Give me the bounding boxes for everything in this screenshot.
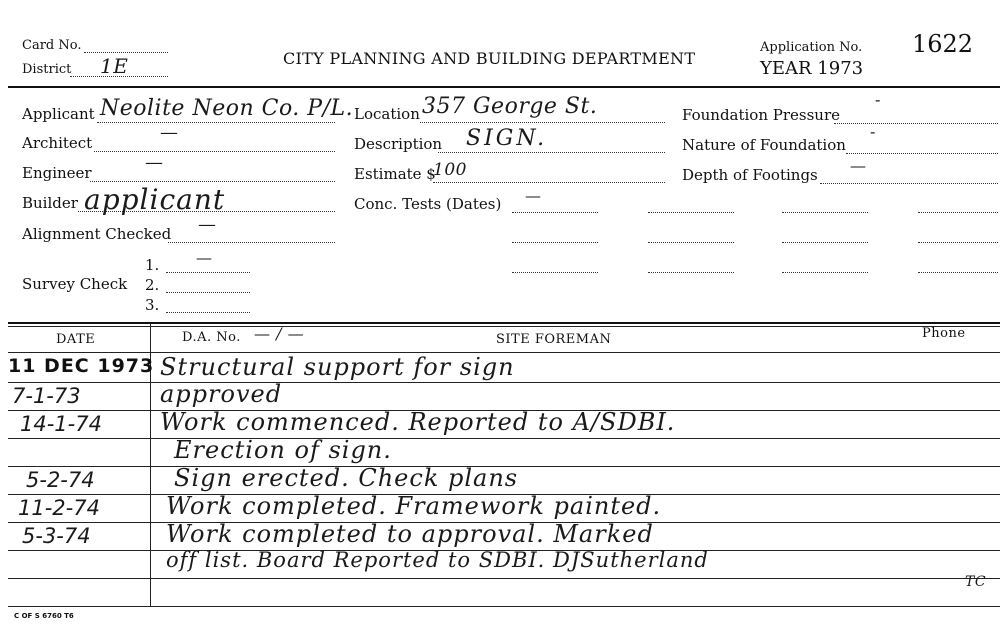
log-top-border	[8, 322, 1000, 324]
nature-of-foundation-line	[846, 153, 998, 154]
conc-line-b1	[648, 212, 734, 213]
foundation-pressure-line	[834, 123, 998, 124]
conc-line-c3	[782, 272, 868, 273]
applicant-value: Neolite Neon Co. P/L.	[100, 96, 354, 121]
header-divider	[8, 86, 1000, 88]
survey-item-3: 3.	[145, 296, 160, 314]
log-row-2-entry: approved	[160, 380, 283, 408]
description-line	[438, 152, 665, 153]
depth-of-footings-label: Depth of Footings	[682, 166, 818, 184]
foundation-pressure-label: Foundation Pressure	[682, 106, 841, 124]
log-row-line-3	[8, 438, 1000, 439]
applicant-line	[97, 122, 335, 123]
engineer-line	[90, 181, 335, 182]
log-row-line-9	[8, 606, 1000, 607]
conc-line-a3	[512, 272, 598, 273]
survey-1-value: —	[196, 248, 213, 267]
alignment-label: Alignment Checked	[22, 225, 172, 243]
da-no-label: D.A. No.	[182, 330, 241, 345]
architect-label: Architect	[22, 134, 93, 152]
log-row-1-entry: Structural support for sign	[160, 353, 515, 381]
phone-header: Phone	[922, 326, 966, 341]
survey-line-2	[166, 292, 250, 293]
log-row-6-entry: Work completed. Framework painted.	[166, 492, 662, 520]
nature-of-foundation-label: Nature of Foundation	[682, 136, 846, 154]
log-row-7-entry: Work completed to approval. Marked	[166, 520, 654, 548]
architect-value: —	[160, 122, 179, 143]
log-row-line-8	[8, 578, 1000, 579]
application-number: 1622	[912, 30, 974, 58]
depth-of-footings-value: —	[850, 156, 867, 175]
district-label: District	[22, 62, 72, 77]
conc-line-a2	[512, 242, 598, 243]
log-row-4-entry: Erection of sign.	[174, 436, 392, 464]
applicant-label: Applicant	[22, 105, 95, 123]
year-label: YEAR 1973	[760, 58, 864, 79]
log-row-1-date: 11 DEC 1973	[8, 355, 155, 377]
log-row-3-entry: Work commenced. Reported to A/SDBI.	[160, 408, 676, 436]
description-label: Description	[354, 135, 443, 153]
log-row-8-entry: off list. Board Reported to SDBI. DJSutherland	[166, 548, 709, 572]
nature-of-foundation-value: -	[870, 122, 876, 141]
initials: TC	[965, 574, 987, 590]
conc-line-b2	[648, 242, 734, 243]
location-line	[420, 122, 665, 123]
conc-tests-value: —	[525, 186, 542, 205]
log-row-7-date: 5-3-74	[22, 524, 91, 548]
log-row-line-1	[8, 382, 1000, 383]
da-no-value: — / —	[254, 324, 305, 343]
card-no-line	[84, 52, 168, 53]
log-row-5-entry: Sign erected. Check plans	[174, 464, 519, 492]
log-row-3-date: 14-1-74	[20, 412, 102, 436]
log-top-border-inner	[8, 326, 1000, 327]
builder-value: applicant	[84, 183, 226, 216]
district-value: 1E	[100, 54, 129, 78]
engineer-value: —	[145, 152, 164, 173]
conc-line-d3	[918, 272, 998, 273]
estimate-line	[433, 182, 665, 183]
conc-line-d2	[918, 242, 998, 243]
date-header: DATE	[56, 332, 96, 347]
application-no-label: Application No.	[760, 40, 863, 55]
builder-label: Builder	[22, 194, 78, 212]
survey-line-1	[166, 272, 250, 273]
location-value: 357 George St.	[422, 94, 598, 119]
form-code: C OF S 6760 T6	[14, 612, 74, 620]
alignment-value: —	[198, 214, 217, 235]
conc-line-b3	[648, 272, 734, 273]
log-row-5-date: 5-2-74	[26, 468, 95, 492]
log-row-6-date: 11-2-74	[18, 496, 100, 520]
site-foreman-header: SITE FOREMAN	[496, 332, 612, 347]
alignment-line	[168, 242, 335, 243]
survey-item-2: 2.	[145, 276, 160, 294]
location-label: Location	[354, 105, 420, 123]
description-value: SIGN.	[466, 126, 548, 151]
survey-check-label: Survey Check	[22, 275, 128, 293]
foundation-pressure-value: -	[875, 90, 881, 109]
estimate-label: Estimate $	[354, 165, 436, 183]
conc-line-a1	[512, 212, 598, 213]
card-no-label: Card No.	[22, 38, 82, 53]
survey-item-1: 1.	[145, 256, 160, 274]
conc-tests-label: Conc. Tests (Dates)	[354, 195, 502, 213]
log-row-2-date: 7-1-73	[12, 384, 81, 408]
conc-line-c1	[782, 212, 868, 213]
depth-of-footings-line	[820, 183, 998, 184]
engineer-label: Engineer	[22, 164, 92, 182]
department-title: CITY PLANNING AND BUILDING DEPARTMENT	[283, 49, 696, 68]
architect-line	[94, 151, 335, 152]
conc-line-d1	[918, 212, 998, 213]
conc-line-c2	[782, 242, 868, 243]
survey-line-3	[166, 312, 250, 313]
estimate-value: 100	[433, 160, 467, 180]
